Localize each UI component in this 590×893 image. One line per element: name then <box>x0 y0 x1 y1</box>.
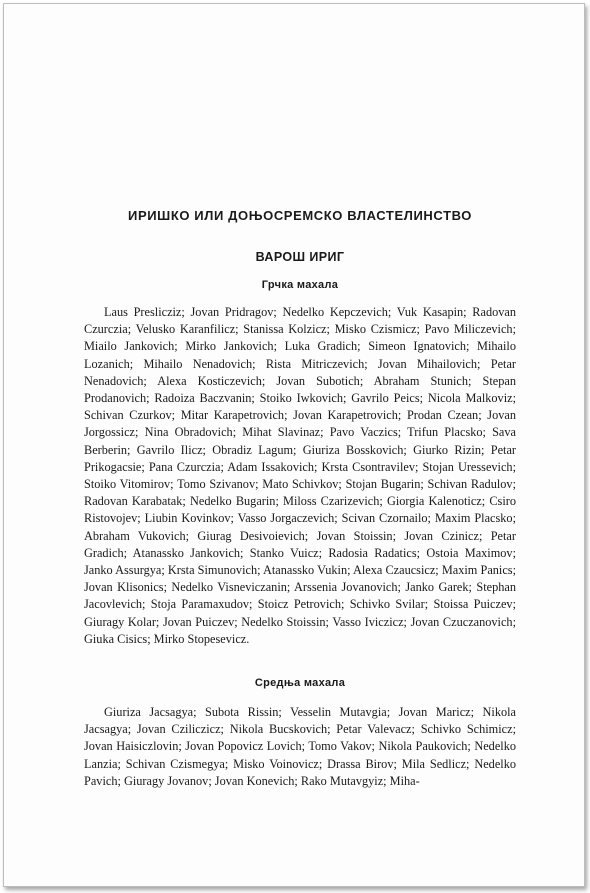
section-heading-grcka-mahala: Грчка махала <box>261 279 339 291</box>
section-paragraph-srednja-mahala: Giuriza Jacsagya; Subota Rissin; Vesselin Mutavgia; Jovan Maricz; Nikola Jacsagya; Jovan Cziliczicz; Nikola Bucskovich; Petar Valevacz; Schivko Schimicz; Jovan Haisiczlovin; Jovan Popovicz Lovich; Tomo Vakov; Nikola Paukovich; Nedelko Lanzia; Schivan Czismegya; Misko Voinovicz; Drassa Birov; Mila Sedlicz; Nedelko Pavich; Giuragy Jovanov; Jovan Konevich; Rako Mutavgyiz; Miha- <box>84 705 516 788</box>
page-content <box>84 207 516 790</box>
section-paragraph-grcka-mahala: Laus Preslicziz; Jovan Pridragov; Nedelko Kepczevich; Vuk Kasapin; Radovan Czurczia; Velusko Karanfilicz; Stanissa Kolzicz; Misko Czismicz; Pavo Miliczevich; Miailo Jankovich; Mirko Jankovich; Luka Gradich; Simeon Ignatovich; Mihailo Lozanich; Mihailo Nenadovich; Rista Mitriczevich; Jovan Mihailovich; Petar Nenadovich; Alexa Kosticzevich; Jovan Subotich; Abraham Stunich; Stepan Prodanovich; Radoiza Baczvanin; Stoiko Iwkovich; Gavrilo Peics; Nicola Malkoviz; Schivan Czurkov; Mitar Karapetrovich; Jovan Karapetrovich; Prodan Czean; Jovan Jorgossicz; Nina Obradovich; Mihat Slavinaz; Pavo Vaczics; Trifun Placsko; Sava Berberin; Gavrilo Ilicz; Obradiz Lagum; Giuriza Bosskovich; Giurko Rizin; Petar Prikogacsie; Pana Czurczia; Adam Issakovich; Krsta Csontravilev; Stojan Uressevich; Stoiko Vitomirov; Tomo Szivanov; Mato Schivkov; Stojan Bugarin; Schivan Radulov; Radovan Karabatak; Nedelko Bugarin; Miloss Czarizevich; Giorgia Kalenoticz; Csiro Ristovojev; Liubin Kovinkov; Vasso Jorgaczevich; Scivan Czornailo; Maxim Placsko; Abraham Vukovich; Giurag Desivoievich; Jovan Stoissin; Jovan Czinicz; Petar Gradich; Atanassko Jankovich; Stanko Vuicz; Radosia Radatics; Ostoia Maximov; Janko Assurgya; Krsta Simunovich; Atanassko Vukin; Alexa Czaucsicz; Maxim Panics; Jovan Klisonics; Nedelko Visneviczanin; Arssenia Jovanovich; Janko Garek; Stephan Jacovlevich; Stoja Paramaxudov; Stoicz Petrovich; Schivko Svilar; Stoissa Puiczev; Giuragy Kolar; Jovan Puiczev; Nedelko Stoissin; Vasso Iviczicz; Jovan Czuczanovich; Giuka Cisics; Mirko Stopesevicz. <box>84 305 516 646</box>
page <box>3 3 585 887</box>
document-subtitle: ВАРОШ ИРИГ <box>255 250 345 264</box>
document-title: ИРИШКО ИЛИ ДОЊОСРЕМСКО ВЛАСТЕЛИНСТВО <box>128 208 472 223</box>
section-heading-srednja-mahala: Средња махала <box>254 677 346 690</box>
